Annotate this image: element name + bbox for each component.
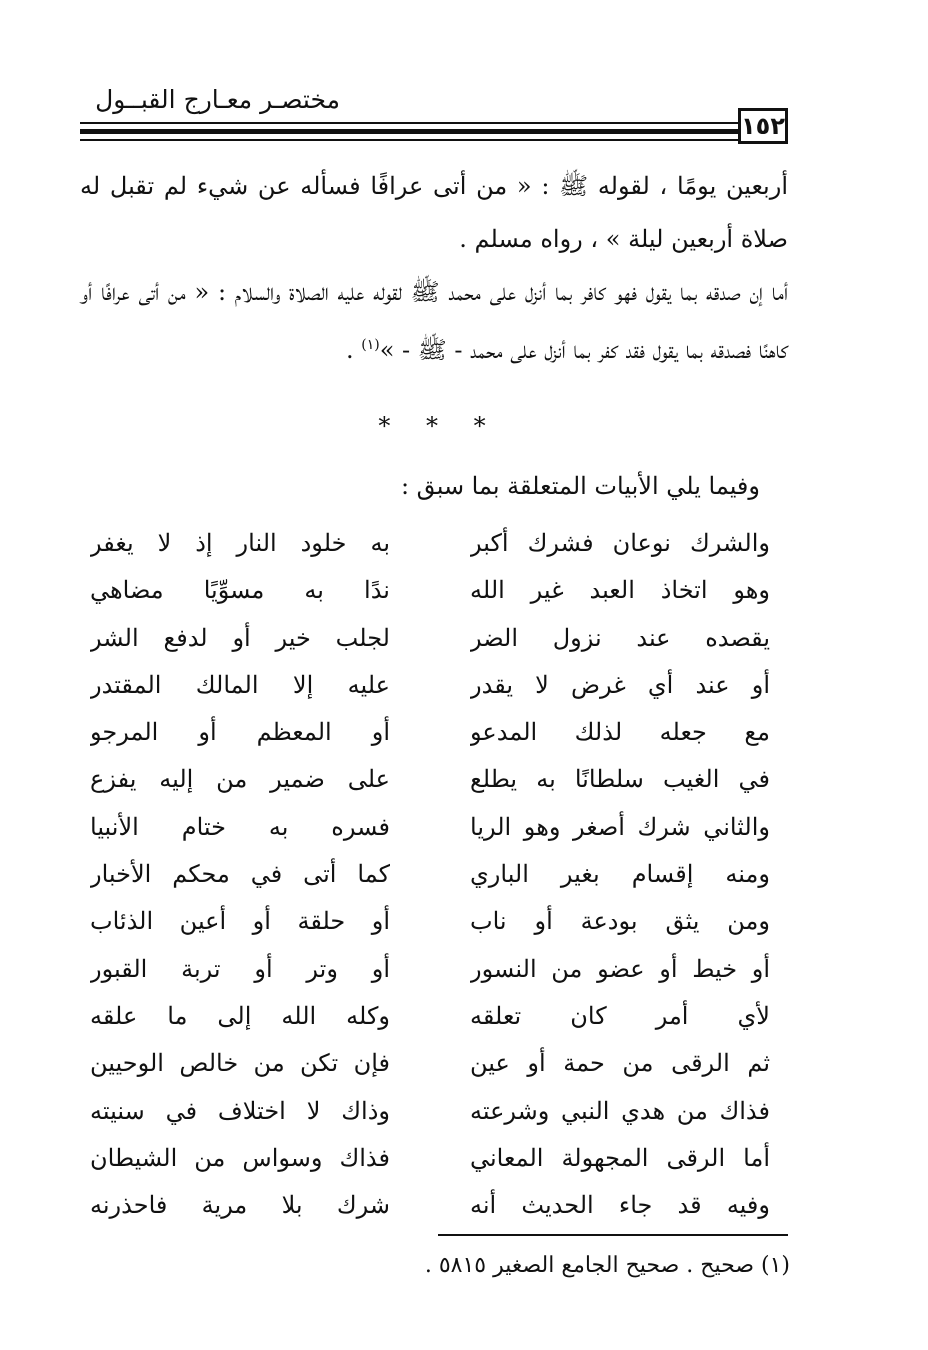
paragraph-end: . — [346, 336, 362, 364]
verse-first-hemistich: ثم الرقى من حمة أو عين — [470, 1049, 770, 1078]
poem-verse — [90, 993, 790, 1040]
verse-first-hemistich: ومن يثق بودعة أو ناب — [470, 907, 770, 936]
section-separator: * * * — [378, 412, 500, 440]
verse-second-hemistich: وذاك لا اختلاف في سنيته — [90, 1096, 390, 1125]
verse-second-hemistich: لجلب خير أو لدفع الشر — [90, 623, 390, 652]
poem-verse — [90, 520, 790, 567]
verse-second-hemistich: على ضمير من إليه يفزع — [90, 765, 390, 794]
poem-verse — [90, 946, 790, 993]
verse-first-hemistich: والشرك نوعان فشرك أكبر — [470, 529, 770, 557]
verse-first-hemistich: وهو اتخاذ العبد غير الله — [470, 576, 770, 605]
poem-verse — [90, 898, 790, 945]
verse-second-hemistich: فإن تكن من خالص الوحيين — [90, 1049, 390, 1078]
verse-second-hemistich: به خلود النار إذ لا يغفر — [90, 529, 390, 557]
header-rule-thick — [80, 129, 740, 134]
verse-first-hemistich: مع جعله لذلك المدعو — [470, 718, 770, 747]
footnote-rule — [438, 1234, 788, 1236]
poem-intro: وفيما يلي الأبيات المتعلقة بما سبق : — [400, 472, 760, 500]
verse-second-hemistich: عليه إلا المالك المقتدر — [90, 670, 390, 699]
poem-verse — [90, 804, 790, 851]
header-rule — [80, 122, 740, 124]
header-rule — [80, 139, 740, 141]
verse-first-hemistich: ومنه إقسام بغير الباري — [470, 860, 770, 889]
verse-first-hemistich: وفيه قد جاء الحديث أنه — [470, 1191, 770, 1220]
poem-verse — [90, 1182, 790, 1229]
paragraph: أربعين يومًا ، لقوله ﷺ : « من أتى عرافًا فسأله عن شيء لم تقبل له صلاة أربعين ليلة » ، رواه مسلم . — [80, 172, 788, 253]
verse-first-hemistich: أو عند أي غرض لا يقدر — [470, 670, 770, 699]
verse-second-hemistich: فسره به ختام الأنبيا — [90, 812, 390, 841]
poem-verse — [90, 851, 790, 898]
verse-second-hemistich: شرك بلا مرية فاحذرنه — [90, 1191, 390, 1220]
poem-verse — [90, 756, 790, 803]
page-number: ١٥٢ — [738, 108, 788, 144]
poem-verse — [90, 567, 790, 614]
verse-second-hemistich: أو حلقة أو أعين الذئاب — [90, 907, 390, 936]
footnote-reference: (١) — [361, 337, 380, 353]
running-title: مختصـر معـارج القبــول — [95, 85, 340, 114]
verse-first-hemistich: أو خيط أو عضو من النسور — [470, 954, 770, 983]
footnote: (١) صحيح . صحيح الجامع الصغير ٥٨١٥ . — [424, 1253, 790, 1278]
poem-verse — [90, 662, 790, 709]
verse-first-hemistich: فذاك من هدي النبي وشرعته — [470, 1096, 770, 1125]
poem — [90, 520, 790, 1229]
poem-verse — [90, 1135, 790, 1182]
poem-verse — [90, 1040, 790, 1087]
verse-first-hemistich: والثاني شرك أصغر وهو الريا — [470, 812, 770, 841]
verse-first-hemistich: أما الرقى المجهولة المعاني — [470, 1143, 770, 1172]
verse-first-hemistich: في الغيب سلطانًا به يطلع — [470, 765, 770, 794]
poem-verse — [90, 615, 790, 662]
verse-first-hemistich: يقصده عند نزول الضر — [470, 623, 770, 652]
paragraph — [80, 266, 788, 377]
verse-second-hemistich: فذاك وسواس من الشيطان — [90, 1143, 390, 1172]
verse-second-hemistich: أو المعظم أو المرجو — [90, 718, 390, 747]
paragraph-text: أما إن صدقه بما يقول فهو كافر بما أنزل على محمد ﷺ لقوله عليه الصلاة والسلام : « من أتى عرافًا أو كاهنًا فصدقه بما يقول فقد كفر بما أنزل على محمد - ﷺ - » — [80, 278, 789, 364]
poem-verse — [90, 709, 790, 756]
verse-second-hemistich: كما أتى في محكم الأخبار — [90, 860, 390, 889]
verse-second-hemistich: أو وتر أو تربة القبور — [90, 954, 390, 983]
verse-second-hemistich: ندًا به مسوِّيًا مضاهي — [90, 576, 390, 605]
poem-verse — [90, 1088, 790, 1135]
verse-first-hemistich: لأي أمر كان تعلقه — [470, 1001, 770, 1030]
verse-second-hemistich: وكله الله إلى ما علقه — [90, 1001, 390, 1030]
